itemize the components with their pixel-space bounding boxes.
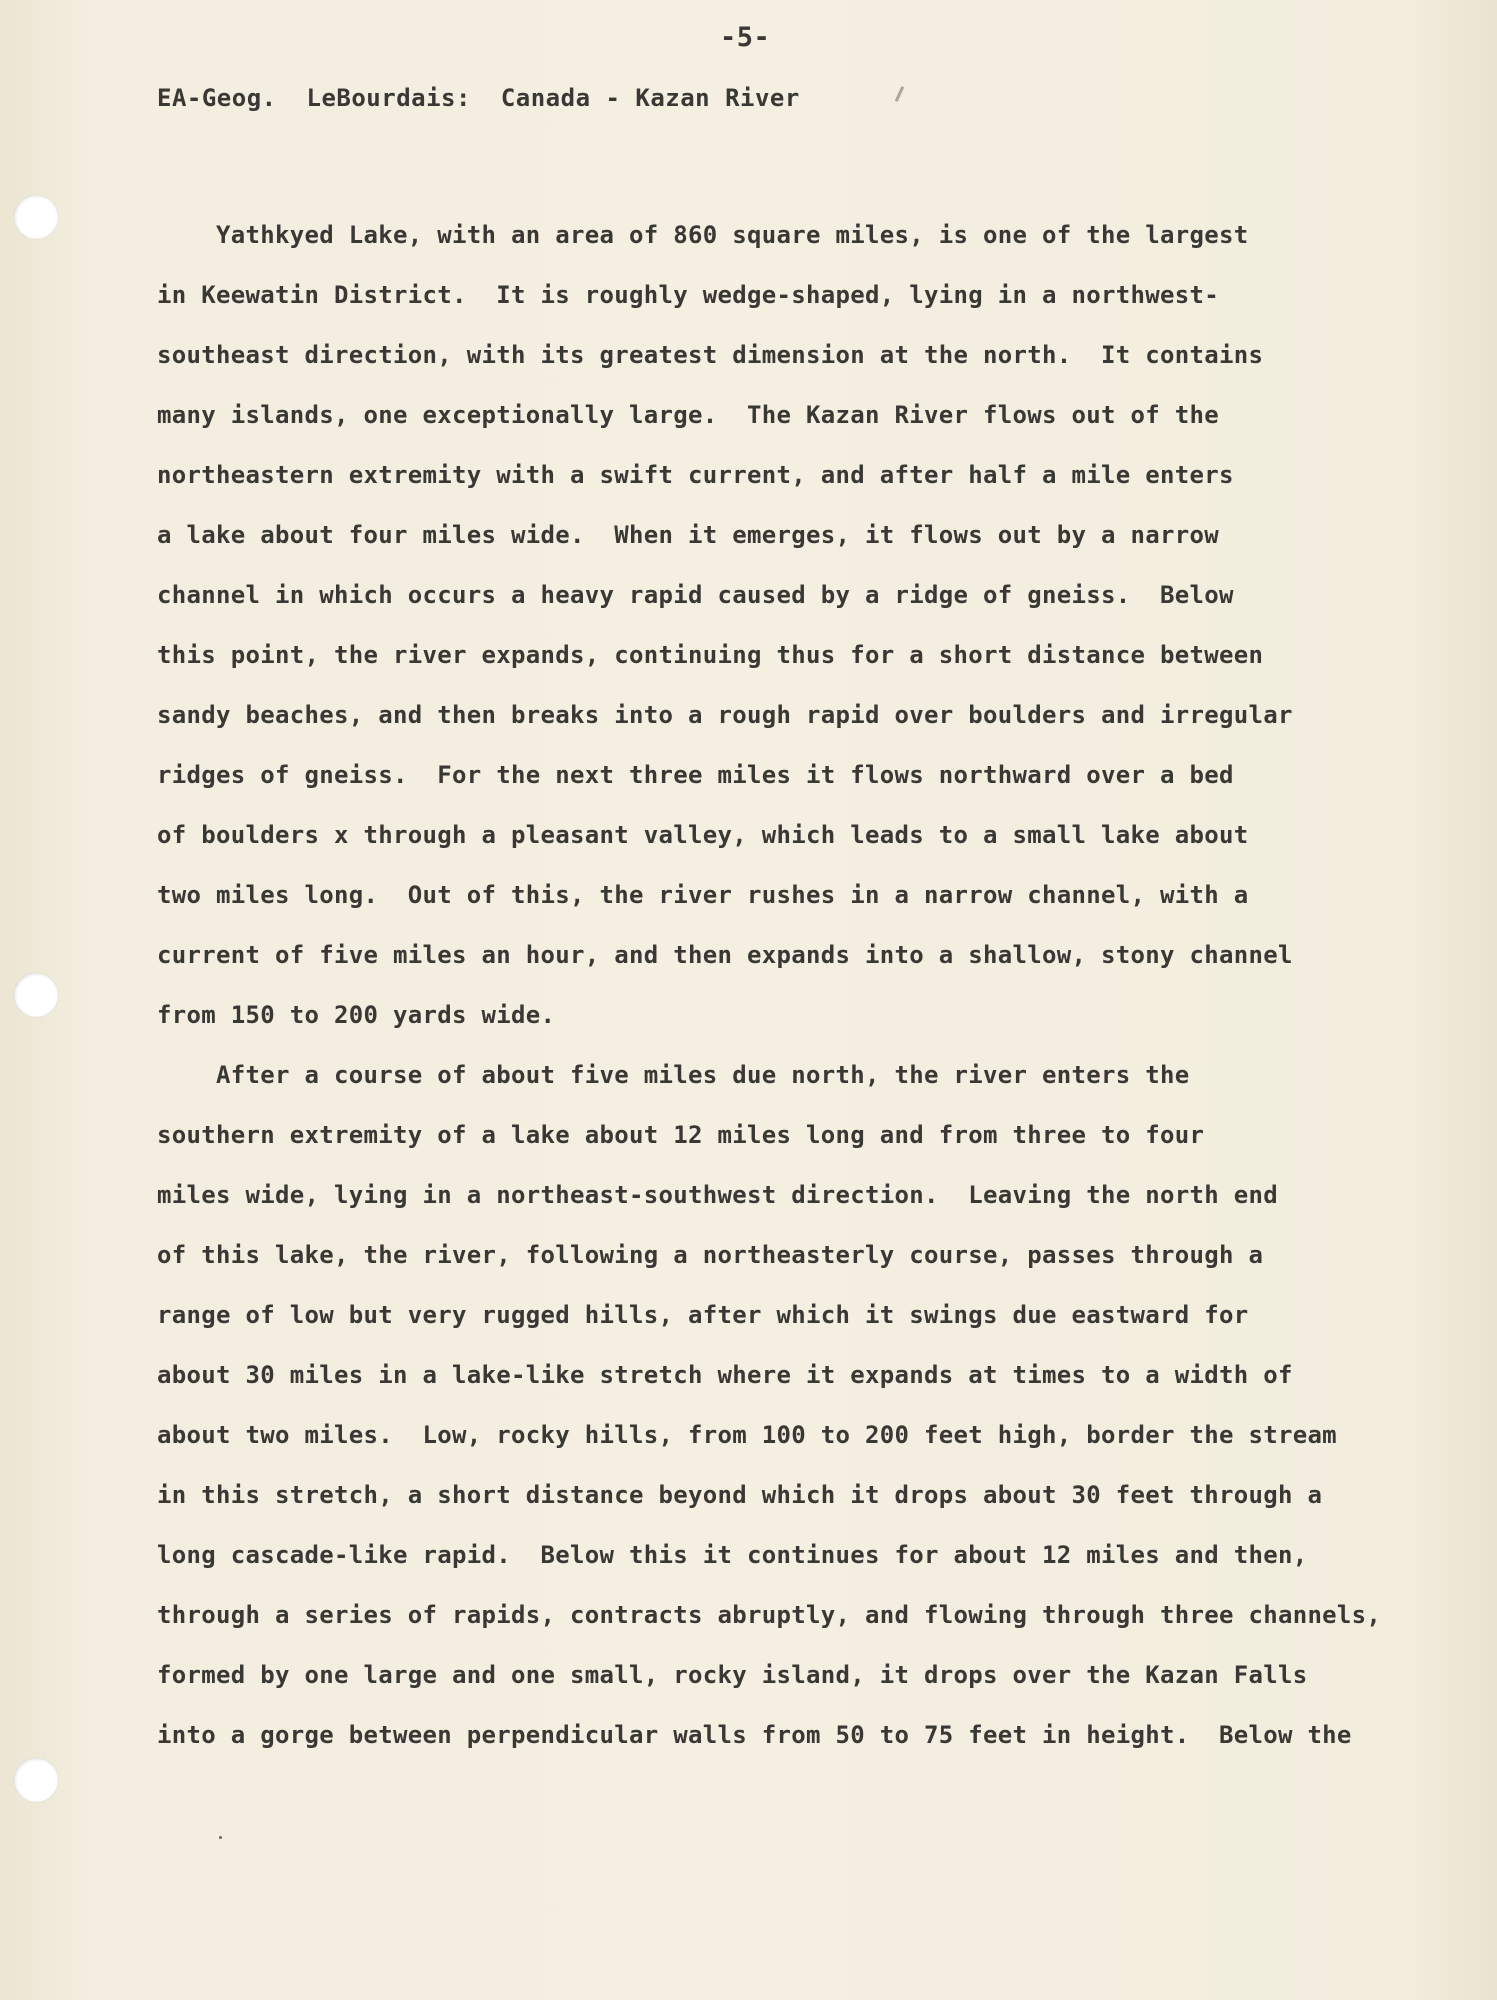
pencil-mark: [895, 86, 904, 102]
page-number: -5-: [720, 22, 771, 53]
text-line: formed by one large and one small, rocky island, it drops over the Kazan Falls: [157, 1661, 1308, 1689]
text-line: this point, the river expands, continuing thus for a short distance between: [157, 641, 1264, 669]
punch-hole: [14, 1758, 58, 1802]
text-line: about 30 miles in a lake-like stretch where it expands at times to a width of: [157, 1361, 1293, 1389]
punch-hole: [14, 973, 58, 1017]
document-header: EA-Geog. LeBourdais: Canada - Kazan River: [157, 84, 800, 112]
text-line: Yathkyed Lake, with an area of 860 square miles, is one of the largest: [157, 221, 1249, 249]
text-line: in this stretch, a short distance beyond which it drops about 30 feet through a: [157, 1481, 1323, 1509]
text-line: channel in which occurs a heavy rapid caused by a ridge of gneiss. Below: [157, 581, 1234, 609]
text-line: about two miles. Low, rocky hills, from 100 to 200 feet high, border the stream: [157, 1421, 1337, 1449]
text-line: of this lake, the river, following a northeasterly course, passes through a: [157, 1241, 1264, 1269]
text-line: current of five miles an hour, and then expands into a shallow, stony channel: [157, 941, 1293, 969]
text-line: long cascade-like rapid. Below this it continues for about 12 miles and then,: [157, 1541, 1308, 1569]
text-line: southern extremity of a lake about 12 miles long and from three to four: [157, 1121, 1205, 1149]
text-line: two miles long. Out of this, the river rushes in a narrow channel, with a: [157, 881, 1249, 909]
text-line: southeast direction, with its greatest dimension at the north. It contains: [157, 341, 1264, 369]
text-line: miles wide, lying in a northeast-southwest direction. Leaving the north end: [157, 1181, 1278, 1209]
text-line: northeastern extremity with a swift current, and after half a mile enters: [157, 461, 1234, 489]
body-text: [157, 205, 1457, 1765]
punch-hole: [14, 195, 58, 239]
text-line: many islands, one exceptionally large. The Kazan River flows out of the: [157, 401, 1219, 429]
text-line: range of low but very rugged hills, after which it swings due eastward for: [157, 1301, 1249, 1329]
text-line: ridges of gneiss. For the next three miles it flows northward over a bed: [157, 761, 1234, 789]
text-line: from 150 to 200 yards wide.: [157, 1001, 556, 1029]
stray-mark: [219, 1836, 222, 1839]
text-line: in Keewatin District. It is roughly wedge-shaped, lying in a northwest-: [157, 281, 1219, 309]
text-line: into a gorge between perpendicular walls from 50 to 75 feet in height. Below the: [157, 1721, 1352, 1749]
text-line: of boulders x through a pleasant valley, which leads to a small lake about: [157, 821, 1249, 849]
text-line: through a series of rapids, contracts abruptly, and flowing through three channels,: [157, 1601, 1382, 1629]
text-line: a lake about four miles wide. When it emerges, it flows out by a narrow: [157, 521, 1219, 549]
text-line: sandy beaches, and then breaks into a rough rapid over boulders and irregular: [157, 701, 1293, 729]
text-line: After a course of about five miles due north, the river enters the: [157, 1061, 1190, 1089]
